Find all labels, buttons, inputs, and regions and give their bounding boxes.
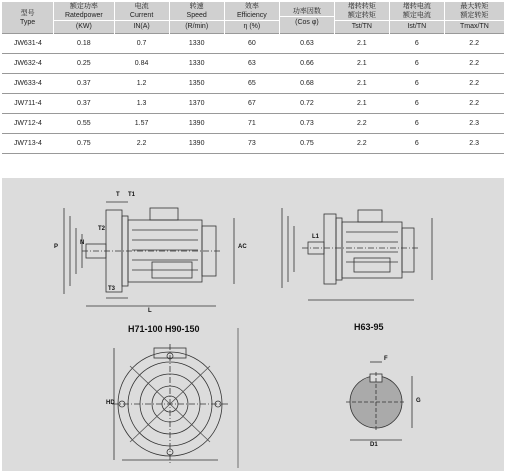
- cell-type: JW711-4: [2, 94, 54, 114]
- table-row: [2, 94, 504, 114]
- cell-power-factor: 0.72: [280, 94, 335, 114]
- table-row: [2, 54, 504, 74]
- cell-start-current: 6: [389, 134, 444, 154]
- header-speed: 转速 Speed (R/min): [169, 2, 224, 34]
- spec-table: [2, 2, 504, 154]
- cell-max-torque: 2.2: [444, 94, 504, 114]
- cell-efficiency: 63: [224, 54, 279, 74]
- dim-label-t3: T3: [108, 286, 116, 292]
- dim-label-t2: T2: [98, 226, 106, 232]
- cell-efficiency: 71: [224, 114, 279, 134]
- header-start-torque: 堵转转矩 额定转矩 Tst/TN: [334, 2, 389, 34]
- motor-front-view: [112, 344, 228, 464]
- technical-drawing-panel: [2, 178, 504, 471]
- cell-power: 0.37: [54, 94, 114, 114]
- cell-start-torque: 2.2: [334, 114, 389, 134]
- cell-power-factor: 0.66: [280, 54, 335, 74]
- dim-label-ac: AC: [238, 244, 247, 250]
- cell-speed: 1370: [169, 94, 224, 114]
- cell-speed: 1350: [169, 74, 224, 94]
- motor-side-view-large: [82, 208, 222, 292]
- cell-max-torque: 2.2: [444, 34, 504, 54]
- header-power: 额定功率 Ratedpower (KW): [54, 2, 114, 34]
- cell-power: 0.55: [54, 114, 114, 134]
- cell-type: JW633-4: [2, 74, 54, 94]
- cell-power-factor: 0.73: [280, 114, 335, 134]
- dim-label-n: N: [80, 240, 85, 246]
- cell-speed: 1390: [169, 134, 224, 154]
- dim-label-p: P: [54, 244, 59, 250]
- header-efficiency: 效率 Efficiency η (%): [224, 2, 279, 34]
- table-row: [2, 114, 504, 134]
- dim-label-l1: L1: [312, 234, 320, 240]
- cell-max-torque: 2.3: [444, 114, 504, 134]
- shaft-cross-section: [346, 372, 406, 432]
- cell-power-factor: 0.75: [280, 134, 335, 154]
- dim-label-g: G: [416, 398, 421, 404]
- table-row: [2, 34, 504, 54]
- cell-speed: 1330: [169, 34, 224, 54]
- cell-start-torque: 2.1: [334, 34, 389, 54]
- cell-start-current: 6: [389, 74, 444, 94]
- dim-label-t1: T1: [128, 192, 136, 198]
- cell-max-torque: 2.2: [444, 54, 504, 74]
- cell-current: 2.2: [114, 134, 169, 154]
- cell-max-torque: 2.2: [444, 74, 504, 94]
- cell-start-torque: 2.1: [334, 94, 389, 114]
- cell-current: 1.2: [114, 74, 169, 94]
- dim-label-t: T: [116, 192, 120, 198]
- cell-start-torque: 2.2: [334, 134, 389, 154]
- motor-side-view-small: [302, 210, 420, 284]
- cell-current: 0.84: [114, 54, 169, 74]
- cell-start-current: 6: [389, 114, 444, 134]
- caption-right: H63-95: [354, 322, 384, 332]
- cell-max-torque: 2.3: [444, 134, 504, 154]
- cell-start-current: 6: [389, 34, 444, 54]
- cell-efficiency: 65: [224, 74, 279, 94]
- cell-power: 0.25: [54, 54, 114, 74]
- cell-efficiency: 73: [224, 134, 279, 154]
- cell-power: 0.37: [54, 74, 114, 94]
- motor-drawings: [2, 178, 504, 471]
- cell-type: JW632-4: [2, 54, 54, 74]
- caption-left: H71-100 H90-150: [128, 324, 200, 334]
- cell-speed: 1330: [169, 54, 224, 74]
- header-current: 电流 Current IN(A): [114, 2, 169, 34]
- header-max-torque: 最大转矩 额定转矩 Tmax/TN: [444, 2, 504, 34]
- cell-type: JW713-4: [2, 134, 54, 154]
- cell-power: 0.18: [54, 34, 114, 54]
- header-power-factor: 功率因数 (Cos φ): [280, 2, 335, 34]
- cell-type: JW631-4: [2, 34, 54, 54]
- cell-efficiency: 67: [224, 94, 279, 114]
- cell-power-factor: 0.68: [280, 74, 335, 94]
- cell-type: JW712-4: [2, 114, 54, 134]
- cell-current: 0.7: [114, 34, 169, 54]
- dim-label-d1: D1: [370, 442, 378, 448]
- cell-start-current: 6: [389, 94, 444, 114]
- header-type: 型号 Type: [2, 2, 54, 34]
- table-row: [2, 74, 504, 94]
- table-row: [2, 134, 504, 154]
- dim-label-hd: HD: [106, 400, 115, 406]
- cell-start-current: 6: [389, 54, 444, 74]
- dim-label-f: F: [384, 356, 388, 362]
- cell-efficiency: 60: [224, 34, 279, 54]
- cell-speed: 1390: [169, 114, 224, 134]
- cell-power: 0.75: [54, 134, 114, 154]
- header-start-current: 堵转电流 额定电流 Ist/TN: [389, 2, 444, 34]
- cell-current: 1.3: [114, 94, 169, 114]
- cell-start-torque: 2.1: [334, 74, 389, 94]
- table-header-row: [2, 2, 504, 34]
- cell-start-torque: 2.1: [334, 54, 389, 74]
- cell-power-factor: 0.63: [280, 34, 335, 54]
- cell-current: 1.57: [114, 114, 169, 134]
- dim-label-l: L: [148, 308, 152, 314]
